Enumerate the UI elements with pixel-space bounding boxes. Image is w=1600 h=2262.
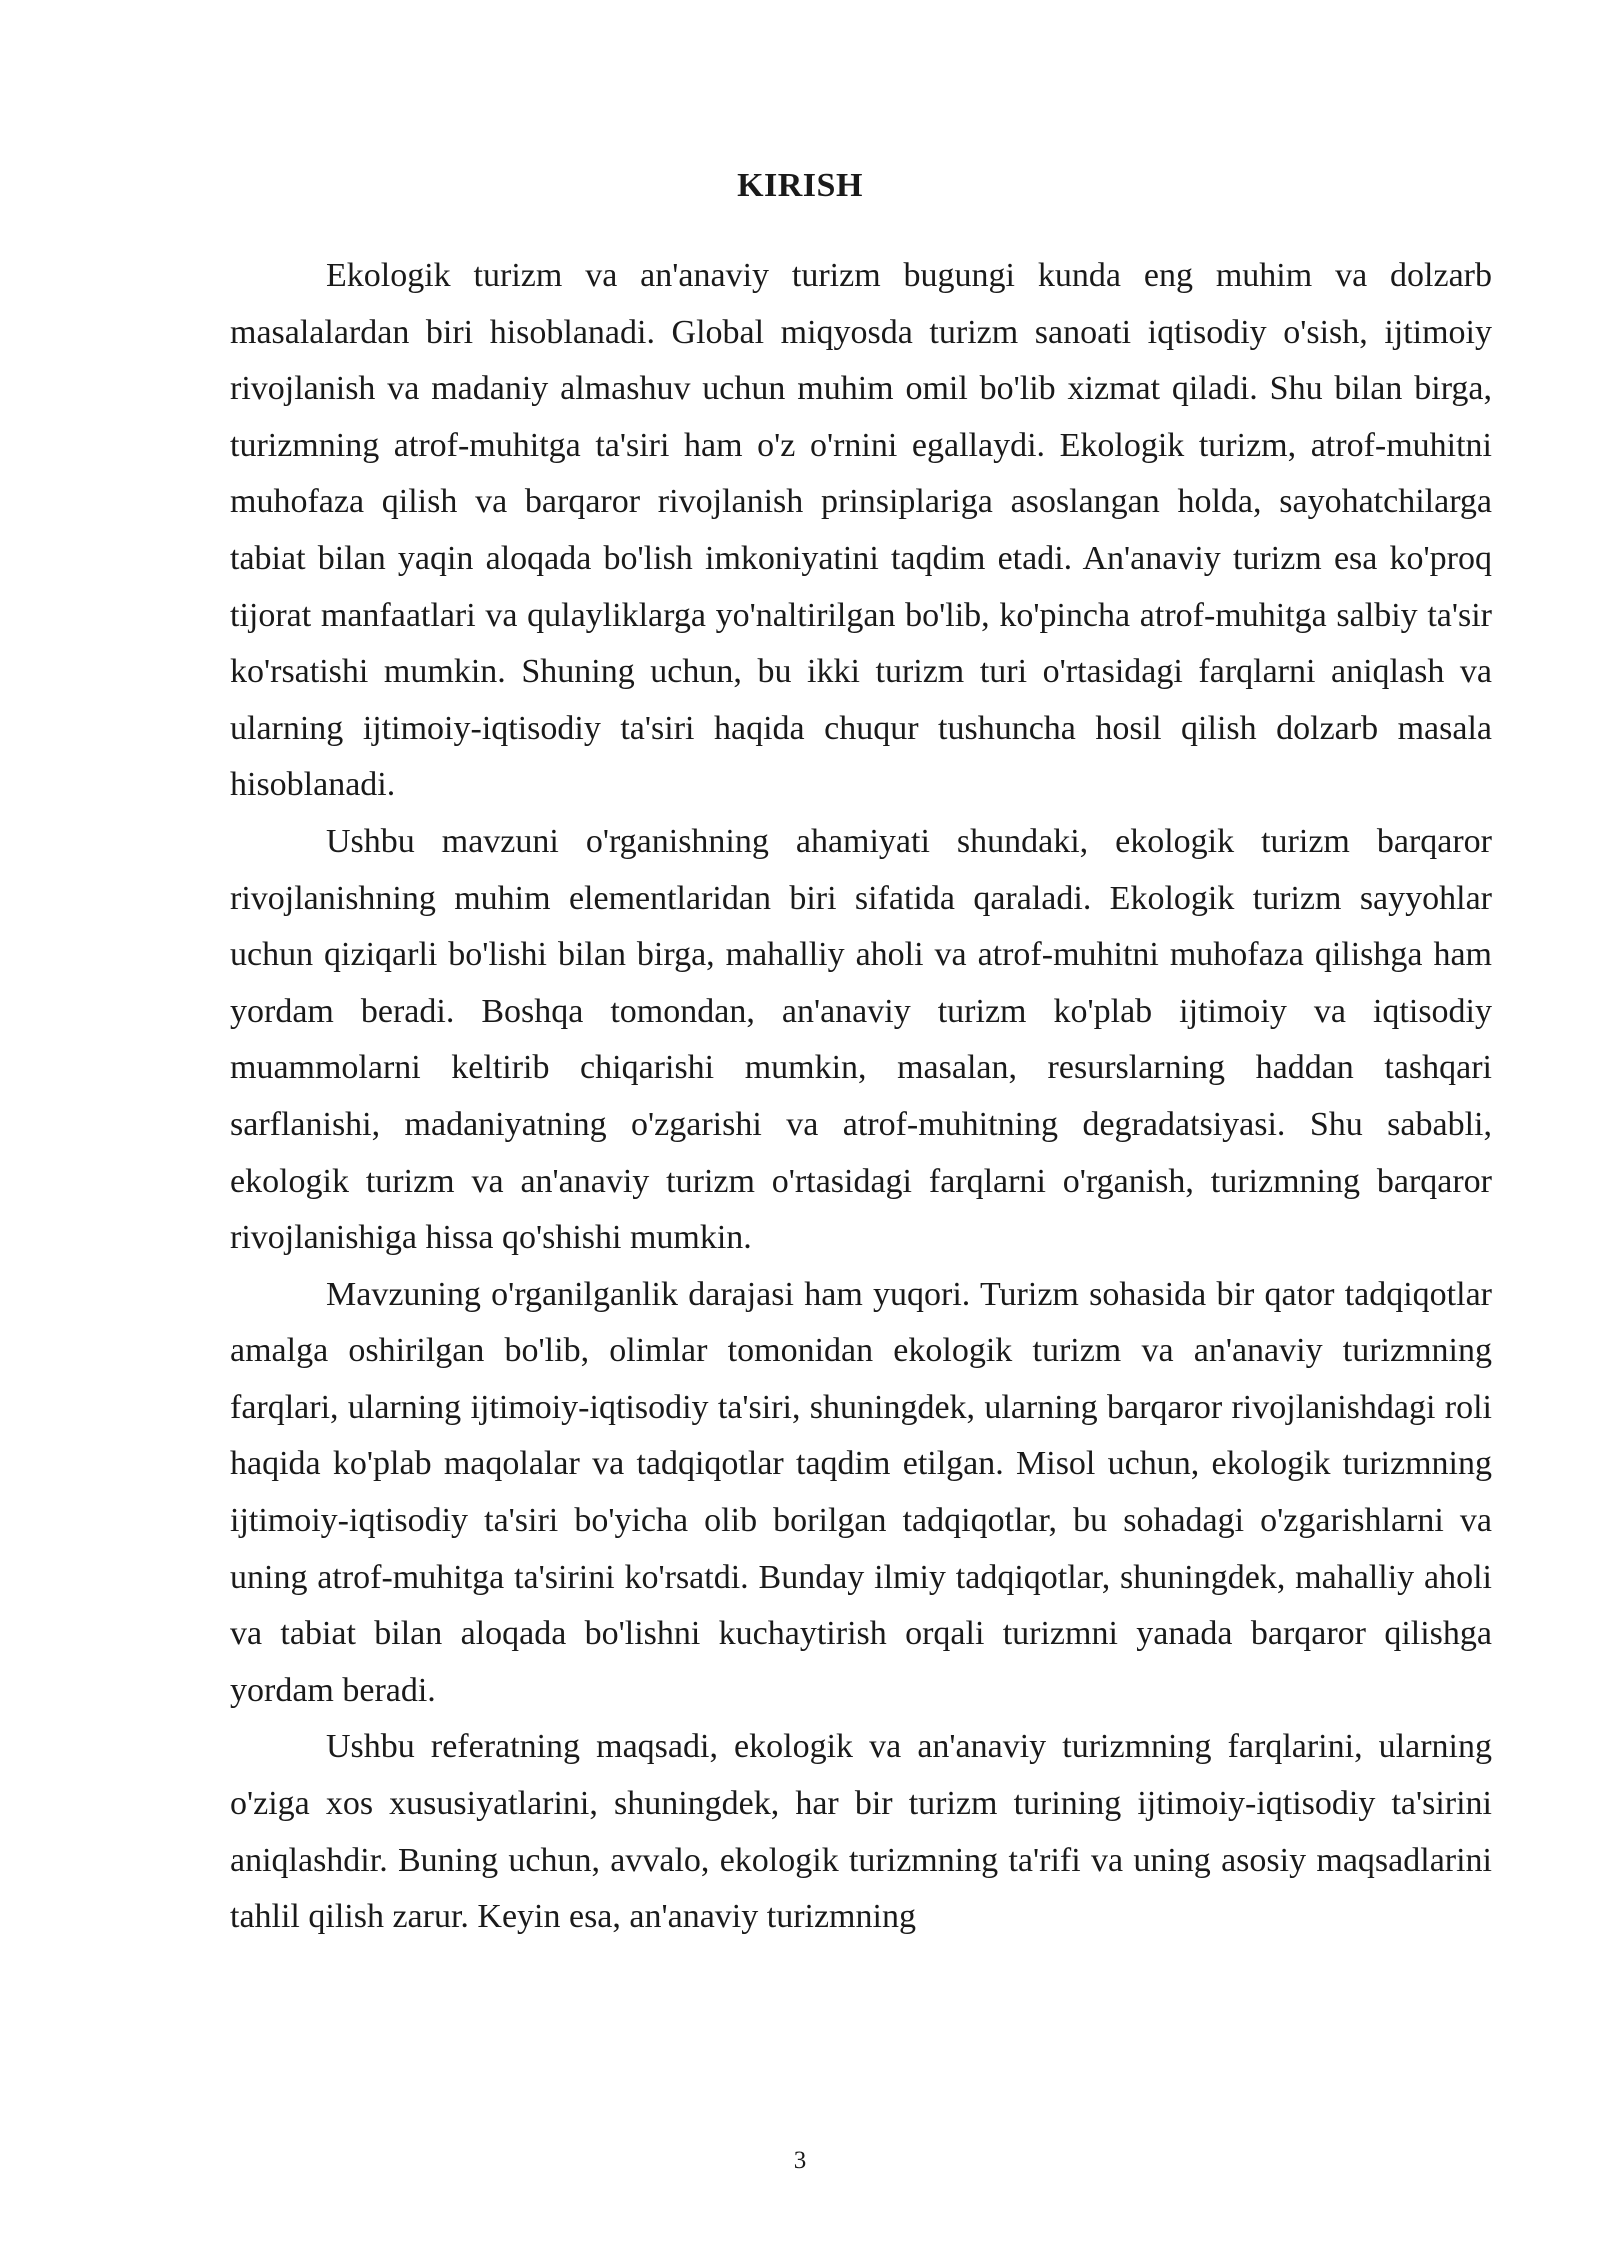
page-number: 3 xyxy=(793,2147,807,2174)
section-heading: KIRISH xyxy=(737,167,863,204)
paragraph-4: Ushbu referatning maqsadi, ekologik va an'anaviy turizmning farqlarini, ularning o'ziga xos xususiyatlarini, shuningdek, har bir turizm turining ijtimoiy-iqtisodiy ta'sirini aniqlashdir. Buning uchun, avvalo, ekologik turizmning ta'rifi va uning asosiy maqsadlarini tahlil qilish zarur. Keyin esa, an'anaviy turizmning xyxy=(230,1728,1492,1936)
paragraph-2: Ushbu mavzuni o'rganishning ahamiyati shundaki, ekologik turizm barqaror rivojlanishning muhim elementlaridan biri sifatida qaraladi. Ekologik turizm sayyohlar uchun qiziqarli bo'lishi bilan birga, mahalliy aholi va atrof-muhitni muhofaza qilishga ham yordam beradi. Boshqa tomondan, an'anaviy turizm ko'plab ijtimoiy va iqtisodiy muammolarni keltirib chiqarishi mumkin, masalan, resurslarning haddan tashqari sarflanishi, madaniyatning o'zgarishi va atrof-muhitning degradatsiyasi. Shu sababli, ekologik turizm va an'anaviy turizm o'rtasidagi farqlarni o'rganish, turizmning barqaror rivojlanishiga hissa qo'shishi mumkin. xyxy=(230,822,1492,1257)
body-text xyxy=(230,248,1492,1946)
paragraph-1: Ekologik turizm va an'anaviy turizm bugungi kunda eng muhim va dolzarb masalalardan biri hisoblanadi. Global miqyosda turizm sanoati iqtisodiy o'sish, ijtimoiy rivojlanish va madaniy almashuv uchun muhim omil bo'lib xizmat qiladi. Shu bilan birga, turizmning atrof-muhitga ta'siri ham o'z o'rnini egallaydi. Ekologik turizm, atrof-muhitni muhofaza qilish va barqaror rivojlanish prinsiplariga asoslangan holda, sayohatchilarga tabiat bilan yaqin aloqada bo'lish imkoniyatini taqdim etadi. An'anaviy turizm esa ko'proq tijorat manfaatlari va qulayliklarga yo'naltirilgan bo'lib, ko'pincha atrof-muhitga salbiy ta'sir ko'rsatishi mumkin. Shuning uchun, bu ikki turizm turi o'rtasidagi farqlarni aniqlash va ularning ijtimoiy-iqtisodiy ta'siri haqida chuqur tushuncha hosil qilish dolzarb masala hisoblanadi. xyxy=(230,257,1492,804)
paragraph-3: Mavzuning o'rganilganlik darajasi ham yuqori. Turizm sohasida bir qator tadqiqotlar amalga oshirilgan bo'lib, olimlar tomonidan ekologik turizm va an'anaviy turizmning farqlari, ularning ijtimoiy-iqtisodiy ta'siri, shuningdek, ularning barqaror rivojlanishdagi roli haqida ko'plab maqolalar va tadqiqotlar taqdim etilgan. Misol uchun, ekologik turizmning ijtimoiy-iqtisodiy ta'siri bo'yicha olib borilgan tadqiqotlar, bu sohadagi o'zgarishlarni va uning atrof-muhitga ta'sirini ko'rsatdi. Bunday ilmiy tadqiqotlar, shuningdek, mahalliy aholi va tabiat bilan aloqada bo'lishni kuchaytirish orqali turizmni yanada barqaror qilishga yordam beradi. xyxy=(230,1275,1492,1709)
